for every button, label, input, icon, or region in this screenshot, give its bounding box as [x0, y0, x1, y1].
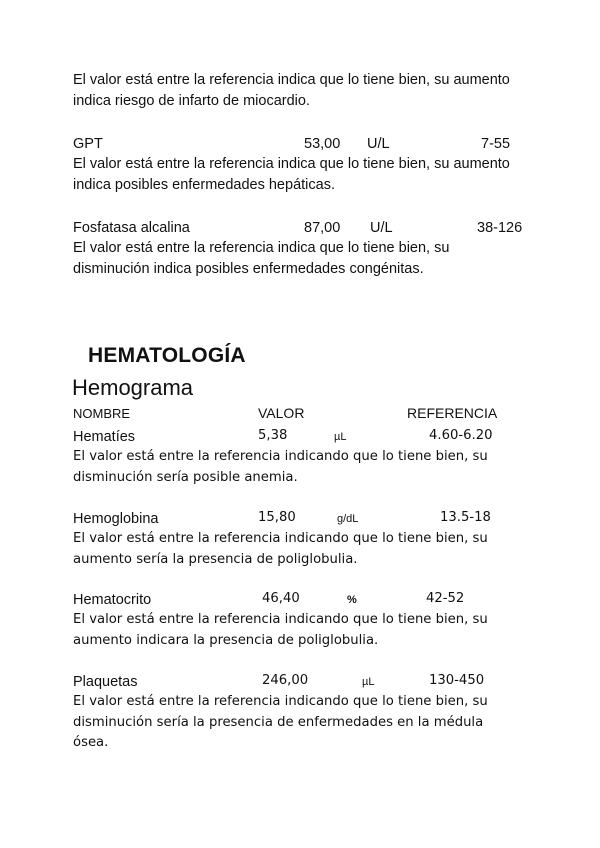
hematies-value: 5,38 [258, 428, 288, 443]
hematies-name: Hematíes [73, 429, 136, 445]
hematocrito-comment [73, 610, 543, 651]
fosfatasa-comment [73, 238, 543, 280]
header-reference: REFERENCIA [407, 405, 498, 421]
hemoglobina-reference: 13.5-18 [440, 510, 491, 525]
plaquetas-comment [73, 692, 543, 754]
comment-line: El valor está entre la referencia indicando que lo tiene bien, su [73, 694, 488, 709]
hematocrito-value: 46,40 [262, 591, 300, 606]
hemoglobina-comment [73, 529, 543, 570]
comment-line: aumento indicara la presencia de poliglobulia. [73, 632, 379, 648]
header-value: VALOR [258, 405, 305, 421]
hemoglobina-name: Hemoglobina [73, 511, 159, 527]
section-title: HEMATOLOGÍA [88, 344, 246, 367]
intro-line: indica riesgo de infarto de miocardio. [73, 93, 310, 109]
comment-line: indica posibles enfermedades hepáticas. [73, 177, 335, 193]
hematocrito-unit: % [347, 594, 357, 606]
comment-line: El valor está entre la referencia indica que lo tiene bien, su aumento [73, 156, 510, 172]
fosfatasa-reference: 38-126 [477, 220, 523, 236]
hemoglobina-value: 15,80 [258, 510, 296, 525]
hematies-comment [73, 447, 543, 488]
header-name: NOMBRE [73, 406, 131, 421]
comment-line: disminución sería la presencia de enfermedades en la médula [73, 714, 484, 730]
comment-line: disminución sería posible anemia. [73, 469, 298, 485]
plaquetas-value: 246,00 [262, 673, 309, 688]
hematocrito-reference: 42-52 [426, 591, 465, 606]
gpt-unit: U/L [367, 136, 390, 152]
comment-line: El valor está entre la referencia indicando que lo tiene bien, su [73, 531, 488, 546]
hemoglobina-unit: g/dL [337, 513, 359, 525]
hematocrito-name: Hematocrito [73, 592, 152, 608]
fosfatasa-name: Fosfatasa alcalina [73, 220, 190, 236]
gpt-comment [73, 154, 543, 196]
gpt-value: 53,00 [304, 136, 341, 152]
comment-line: El valor está entre la referencia indicando que lo tiene bien, su [73, 612, 488, 627]
intro-paragraph [73, 70, 543, 112]
fosfatasa-value: 87,00 [304, 220, 341, 236]
comment-line: El valor está entre la referencia indicando que lo tiene bien, su [73, 449, 488, 464]
hematies-unit: µL [334, 431, 347, 443]
comment-line: aumento sería la presencia de poliglobulia. [73, 551, 358, 567]
comment-line: ósea. [73, 735, 109, 750]
comment-line: El valor está entre la referencia indica que lo tiene bien, su [73, 240, 450, 256]
fosfatasa-unit: U/L [370, 220, 393, 236]
gpt-reference: 7-55 [481, 136, 511, 152]
comment-line: disminución indica posibles enfermedades congénitas. [73, 261, 424, 277]
hematies-reference: 4.60-6.20 [429, 428, 493, 443]
plaquetas-unit: µL [362, 676, 375, 688]
plaquetas-reference: 130-450 [429, 673, 485, 688]
subsection-title: Hemograma [72, 375, 194, 400]
intro-line: El valor está entre la referencia indica que lo tiene bien, su aumento [73, 72, 510, 88]
gpt-name: GPT [73, 136, 103, 152]
plaquetas-name: Plaquetas [73, 674, 138, 690]
